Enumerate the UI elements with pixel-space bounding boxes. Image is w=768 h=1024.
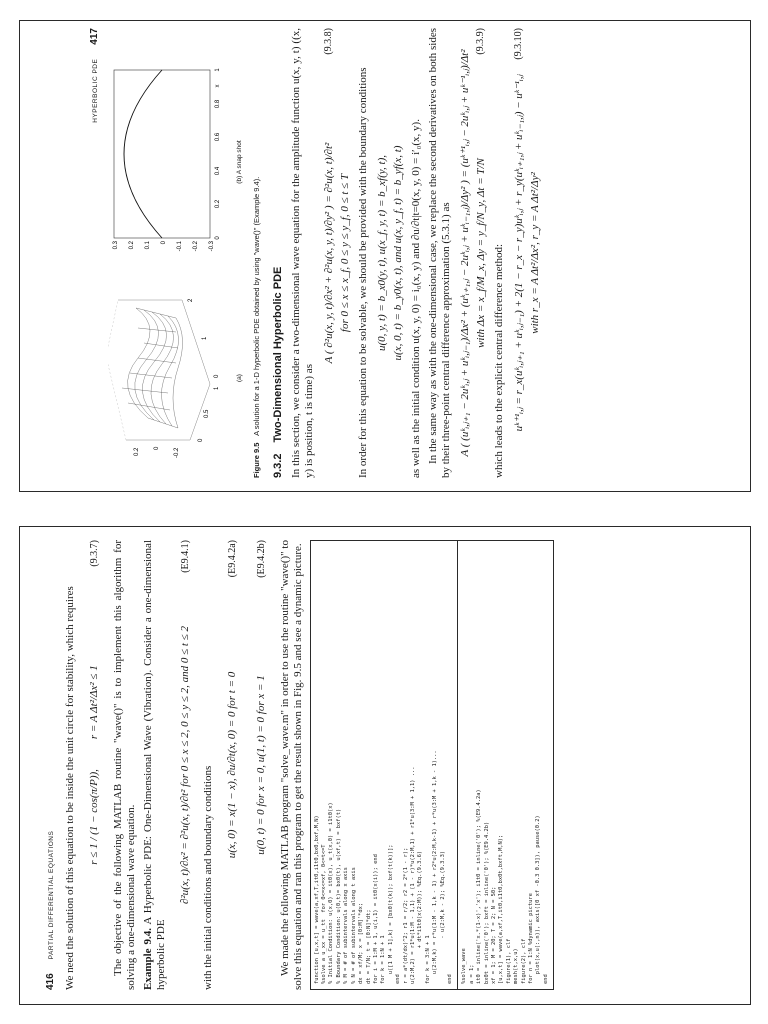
- equation-body: ∂²u(x, t)/∂x² = ∂²u(x, t)/∂t² for 0 ≤ x ≤ 2, 0 ≤ y ≤ 2, and 0 ≤ t ≤ 2: [178, 625, 191, 905]
- subfigure-b-label: (b) A snap shot: [235, 140, 243, 184]
- paragraph: The objective of the following MATLAB routine "wave()" is to implement this algorithm for solving a one-dimensional wave equation.: [111, 540, 138, 990]
- y-tick-label: 0.1: [145, 241, 152, 250]
- t-tick-label: 0: [214, 374, 221, 378]
- page-number: 417: [89, 28, 100, 45]
- equation-e9-4-2a: [221, 540, 245, 990]
- equation-9-3-9: [457, 28, 489, 478]
- x-tick-label: 0.2: [215, 199, 222, 209]
- subfigure-a: [108, 278, 246, 478]
- equation-e9-4-2b: [250, 540, 274, 990]
- section-heading: [272, 28, 285, 478]
- mesh-line: [138, 358, 176, 363]
- snapshot-curve: [124, 70, 162, 238]
- paragraph: with the initial conditions and boundary conditions: [202, 765, 215, 990]
- figure-label: Figure 9.5: [252, 442, 262, 478]
- x-axis-ticks: [215, 68, 221, 240]
- plot-box-back: [108, 300, 126, 440]
- mesh-lines: [122, 308, 183, 428]
- boundary-conditions: [374, 28, 406, 478]
- section-number: 9.3.2: [271, 453, 284, 478]
- mesh-line: [138, 328, 176, 332]
- z-tick-label: -0.2: [174, 447, 181, 458]
- mesh-surface-plot: [108, 278, 228, 478]
- x-axis-label: x: [215, 84, 222, 88]
- bc-line: u(x, 0, t) = b_y0(x, t), and u(x, y_f, t) = b_yf(x, t): [392, 145, 405, 361]
- subfigure-b: [108, 62, 246, 262]
- x-tick-label: 1: [215, 68, 222, 72]
- x-tick-label: 0.6: [215, 132, 222, 142]
- y-tick-label: -0.2: [193, 241, 200, 252]
- x-tick-label: 0.4: [215, 166, 222, 176]
- paragraph: We need the solution of this equation to be inside the unit circle for stability, which requires: [64, 586, 77, 990]
- snapshot-line-plot: [108, 62, 228, 262]
- equation-domain: for 0 ≤ x ≤ x_f, 0 ≤ y ≤ y_f, 0 ≤ t ≤ T: [338, 173, 351, 333]
- equation-text: A ( ∂²u(x, y, t)/∂x² + ∂²u(x, y, t)/∂y² ) = ∂²u(x, t)/∂t²: [322, 142, 335, 364]
- equation-9-3-8: [321, 28, 353, 478]
- equation-rhs: r = A Δt²/Δx² ≤ 1: [88, 665, 101, 740]
- mesh-line: [135, 310, 159, 420]
- figure-caption-text: A solution for a 1-D hyperbolic PDE obtained by using "wave()" (Example 9.4).: [252, 176, 262, 436]
- z-tick-label: 0.2: [134, 447, 141, 456]
- paragraph: In this section, we consider a two-dimensional wave equation for the amplitude function u(x, y, t) ((x, y) is position, t is time) as: [290, 28, 316, 478]
- x-tick-label: 1: [214, 386, 221, 390]
- equation-text: with Δx = x_f/M_x, Δy = y_f/N_y, Δt = T/N: [475, 158, 488, 348]
- mesh-line: [162, 316, 179, 426]
- section-title: Two-Dimensional Hyperbolic PDE: [271, 266, 284, 443]
- example-paragraph: [142, 540, 169, 990]
- example-label: Example 9.4.: [141, 927, 154, 990]
- equation-number: (9.3.9): [475, 28, 487, 55]
- example-text: A Hyperbolic PDE: One-Dimensional Wave (Vibration). Consider a one-dimensional hyperbolic PDE: [141, 540, 168, 990]
- paragraph: as well as the initial condition u(x, y, 0) = i₀(x, y) and ∂u/∂t|t=0(x, y, 0) = i′₀(x, y).: [410, 119, 423, 478]
- equation-body: [511, 28, 527, 478]
- equation-number: (9.3.10): [512, 28, 524, 60]
- x-tick-label: 0.8: [215, 99, 222, 109]
- running-head: HYPERBOLIC PDE: [92, 58, 99, 123]
- running-head: PARTIAL DIFFERENTIAL EQUATIONS: [48, 830, 55, 960]
- equation-number: (E9.4.2a): [227, 540, 239, 578]
- equation-text: uᵏ⁺¹ᵢ,ⱼ = r_x(uᵏᵢ,ⱼ₊₁ + uᵏᵢ,ⱼ₋₁) + 2(1 − r_x − r_y)uᵏᵢ,ⱼ + r_y(uᵏᵢ₊₁,ⱼ + uᵏᵢ₋₁,ⱼ) − uᵏ⁻¹ᵢ,ⱼ: [512, 74, 525, 432]
- code-listing: [310, 540, 555, 990]
- code-solve-wave-script: %solve_wave a = 1; it0 = inline('x.*(1-x)','x'); i1t0 = inline('0'); %(E9.4.2a) bx0t = inline('0'); bxft = inline('0'); %(E9.4.2b) xf = 1; M = 20; T = 2; N = 50; [u,x,t] = wave(a,xf,T,it0,i1t0,bx0t,bxft,M,N); figure(1), clf mesh(t,x,u) figure(2), clf for n = 1:N %dynamic picture plot(x,u(:,n)), axis([0 xf -0.3 0.3]), pause(0.2) end: [457, 541, 553, 989]
- page-header: [88, 28, 102, 478]
- equation-9-3-10: [511, 28, 543, 478]
- x-tick-label: 0.5: [204, 409, 211, 418]
- equation-9-3-7: [83, 540, 107, 990]
- equation-body: A ( (uᵏᵢ,ⱼ₊₁ − 2uᵏᵢ,ⱼ + uᵏᵢ,ⱼ₋₁)/Δx² + (uᵏᵢ₊₁,ⱼ − 2uᵏᵢ,ⱼ + uᵏᵢ₋₁,ⱼ)/Δy² ) = (uᵏ⁺¹ᵢ,ⱼ − 2uᵏᵢ,ⱼ + uᵏ⁻¹ᵢ,ⱼ)/Δt²: [459, 49, 472, 457]
- y-axis-ticks: [113, 240, 215, 251]
- equation-number: (9.3.8): [322, 28, 334, 55]
- page-number: 416: [45, 973, 56, 990]
- figure-9-5: [108, 28, 246, 478]
- y-tick-label: -0.3: [209, 241, 216, 252]
- bc-line: u(0, y, t) = b_x0(y, t), u(x_f, y, t) = b_xf(y, t),: [376, 155, 389, 351]
- z-tick-label: 0: [154, 446, 161, 450]
- code-wave-function: function [u,x,t] = wave(a,xf,T,it0,i1t0,bx0,bxf,M,N) %solve a u_xx = u_tt for 0<=x<=xf, 0<=t<=T % Initial Condition: u(x,0) = it0(x), u_t(x,0) = i1t0(x) % Boundary Condition: u(0,t)= bx0(t), u(xf,t) = bxf(t) % M = # of subintervals along x axis % N = # of subintervals along t axis dx = xf/M; x = [0:M]'*dx; dt = T/N; t = [0:N]*dt; for i = 1:M + 1, u(i,1) = it0(x(i)); end for k = 1:N + 1 u([1 M + 1],k) = [bx0(t(k)); bxf(t(k))]; end r = a*(dt/dx)^2; r1 = r/2; r2 = 2*(1 - r); u(2:M,2) = r1*u(1:M - 1,1) + (1 - r)*u(2:M,1) + r1*u(3:M + 1,1) ... + dt*i1t0(x(2:M)); %Eq.(9.3.6) for k = 3:N + 1 u(2:M,k) = r*u(1:M - 1,k - 1) + r2*u(2:M,k-1) + r*u(3:M + 1,k - 1)... - u(2:M,k - 2); %Eq.(9.3.3) end: [313, 750, 453, 984]
- x-tick-label: 0: [198, 438, 205, 442]
- page-416-content: [44, 540, 734, 990]
- mesh-line: [148, 418, 178, 428]
- equation-body: u(x, 0) = x(1 − x), ∂u/∂t(x, 0) = 0 for t = 0: [226, 671, 239, 859]
- paragraph: In order for this equation to be solvable, we should be provided with the boundary conditions: [356, 67, 369, 478]
- page-417-content: [88, 28, 753, 478]
- equation-body: u(0, t) = 0 for x = 0, u(1, t) = 0 for x = 1: [255, 675, 268, 855]
- subfigure-a-label: (a): [235, 374, 243, 382]
- equation-with: with r_x = A Δt²/Δx², r_y = A Δt²/Δy²: [528, 172, 541, 334]
- equation-lhs: r ≤ 1 / (1 − cos(π/P)),: [88, 769, 101, 865]
- x-tick-label: 0: [215, 236, 222, 240]
- paragraph: We made the following MATLAB program "solve_wave.m" in order to use the routine "wave()" to solve this equation and ran this program to get the result shown in Fig. 9.5 and see a dynamic picture.: [278, 540, 305, 990]
- equation-number: (E9.4.1): [179, 540, 191, 573]
- plot-frame: [114, 70, 210, 238]
- mesh-line: [130, 373, 172, 378]
- y-tick-label: 0.2: [129, 241, 136, 250]
- y-tick-label: -0.1: [177, 241, 184, 252]
- mesh-line: [173, 318, 183, 428]
- paragraph: which leads to the explicit central difference method:: [493, 243, 506, 478]
- equation-with: [473, 28, 489, 478]
- y-tick-label: 0: [161, 241, 168, 245]
- equation-number: (E9.4.2b): [256, 540, 268, 578]
- t-tick-label: 2: [188, 298, 195, 302]
- paragraph: In the same way as with the one-dimensional case, we replace the second derivatives on both sides by their three-point central difference approximation (5.3.1) as: [426, 28, 453, 478]
- t-tick-label: 1: [202, 336, 209, 340]
- equation-number: (9.3.7): [89, 540, 101, 567]
- figure-caption: [250, 28, 263, 478]
- y-tick-label: 0.3: [113, 241, 120, 250]
- equation-body: [321, 28, 337, 478]
- equation-e9-4-1: [173, 540, 197, 990]
- plot-box: [118, 300, 210, 440]
- page-header: [44, 540, 58, 990]
